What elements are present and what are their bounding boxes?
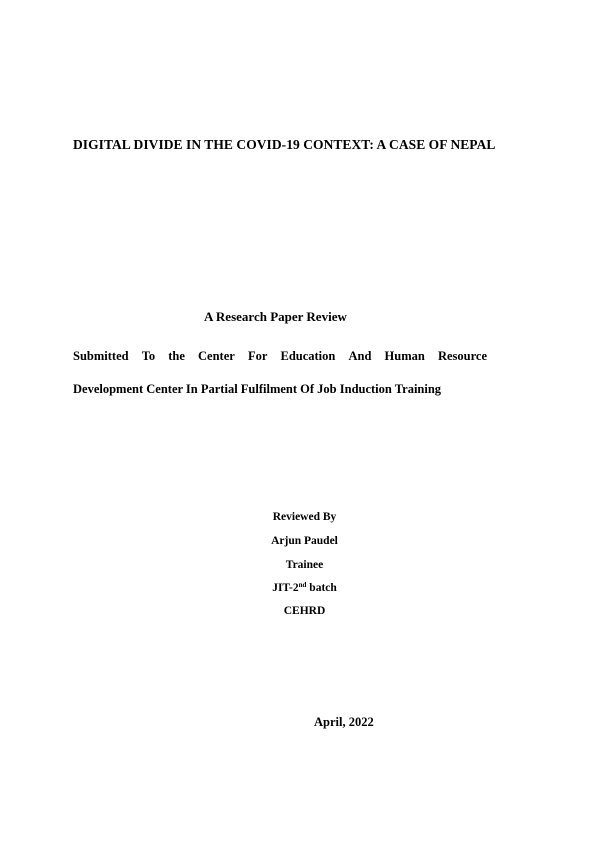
submission-word: Center <box>198 349 235 363</box>
submission-word: Education <box>280 349 336 363</box>
submission-word: To <box>141 349 156 363</box>
document-title: DIGITAL DIVIDE IN THE COVID-19 CONTEXT: A CASE OF NEPAL <box>73 137 496 152</box>
submission-word: the <box>168 349 185 363</box>
document-subtitle: A Research Paper Review <box>204 309 347 324</box>
batch-superscript: nd <box>298 581 307 589</box>
submission-word: Resource <box>437 349 487 363</box>
batch-suffix: batch <box>306 582 337 594</box>
author-name: Arjun Paudel <box>271 535 338 547</box>
reviewed-by-label: Reviewed By <box>272 511 337 523</box>
submission-statement-line-2: Development Center In Partial Fulfilment Of Job Induction Training <box>73 382 442 396</box>
submission-word: Submitted <box>73 349 129 363</box>
organization-name: CEHRD <box>283 605 326 617</box>
batch-info <box>249 583 360 595</box>
submission-word: For <box>247 349 268 363</box>
submission-statement-line-1 <box>73 350 487 363</box>
batch-prefix: JIT-2 <box>272 582 299 594</box>
submission-word: And <box>348 349 372 363</box>
submission-word: Human <box>384 349 425 363</box>
document-date: April, 2022 <box>314 715 374 729</box>
author-role: Trainee <box>285 559 324 571</box>
